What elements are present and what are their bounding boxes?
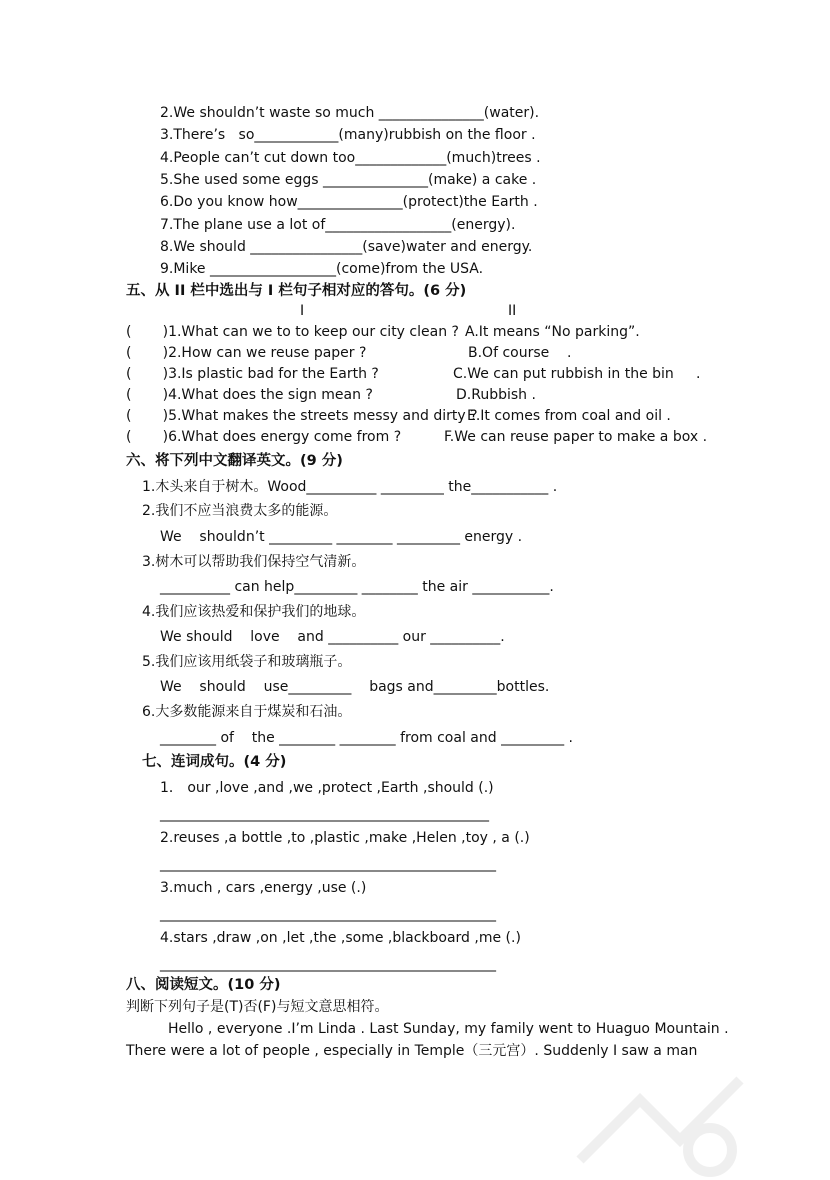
answer-line: _______________________________________________ — [160, 806, 489, 822]
match-answer: A.It means “No parking”. — [465, 324, 640, 340]
match-answer: F.We can reuse paper to make a box . — [444, 429, 708, 445]
section-8-heading: 八、阅读短文。(10 分) — [126, 977, 281, 993]
match-answer: D.Rubbish . — [456, 387, 536, 403]
fill-blank-item: 3.There’s so____________(many)rubbish on the floor . — [160, 127, 536, 143]
translation-item: 3.树木可以帮助我们保持空气清新。 — [142, 554, 366, 570]
word-order-item: 4.stars ,draw ,on ,let ,the ,some ,blackboard ,me (.) — [160, 930, 521, 946]
translation-answer: We should use_________ bags and_________bottles. — [160, 679, 550, 695]
watermark-graphic — [560, 1040, 760, 1180]
answer-line: ________________________________________________ — [160, 956, 496, 972]
answer-line: ________________________________________________ — [160, 856, 496, 872]
translation-item: 2.我们不应当浪费太多的能源。 — [142, 503, 338, 519]
fill-blank-item: 7.The plane use a lot of__________________(energy). — [160, 217, 516, 233]
section-7-heading: 七、连词成句。(4 分) — [142, 754, 287, 770]
answer-line: ________________________________________________ — [160, 906, 496, 922]
translation-item: 4.我们应该热爱和保护我们的地球。 — [142, 604, 366, 620]
translation-item: 5.我们应该用纸袋子和玻璃瓶子。 — [142, 654, 352, 670]
word-order-item: 3.much , cars ,energy ,use (.) — [160, 880, 367, 896]
match-answer: E.It comes from coal and oil . — [467, 408, 671, 424]
translation-answer: We shouldn’t _________ ________ _________ energy . — [160, 529, 523, 545]
match-answer: C.We can put rubbish in the bin . — [453, 366, 701, 382]
match-question: ( )3.Is plastic bad for the Earth ? — [126, 366, 379, 382]
fill-blank-item: 5.She used some eggs _______________(make) a cake . — [160, 172, 537, 188]
section-5-heading: 五、从 II 栏中选出与 I 栏句子相对应的答句。(6 分) — [126, 283, 467, 299]
match-question: ( )4.What does the sign mean ? — [126, 387, 373, 403]
translation-answer: __________ can help_________ ________ the air ___________. — [160, 579, 554, 595]
match-question: ( )6.What does energy come from ? — [126, 429, 402, 445]
match-question: ( )5.What makes the streets messy and dirty ? — [126, 408, 478, 424]
word-order-item: 2.reuses ,a bottle ,to ,plastic ,make ,Helen ,toy , a (.) — [160, 830, 530, 846]
match-question: ( )1.What can we to to keep our city clean ? — [126, 324, 459, 340]
fill-blank-item: 4.People can’t cut down too_____________(much)trees . — [160, 150, 541, 166]
translation-answer: We should love and __________ our __________. — [160, 629, 505, 645]
translation-item: 1.木头来自于树木。Wood__________ _________ the___________ . — [142, 479, 558, 495]
fill-blank-item: 2.We shouldn’t waste so much _______________(water). — [160, 105, 540, 121]
reading-paragraph-line: Hello , everyone .I’m Linda . Last Sunday, my family went to Huaguo Mountain . — [168, 1021, 729, 1037]
fill-blank-item: 6.Do you know how_______________(protect)the Earth . — [160, 194, 538, 210]
section-8-instruction: 判断下列句子是(T)否(F)与短文意思相符。 — [126, 999, 389, 1015]
translation-item: 6.大多数能源来自于煤炭和石油。 — [142, 704, 352, 720]
match-answer: B.Of course . — [468, 345, 572, 361]
fill-blank-item: 8.We should ________________(save)water and energy. — [160, 239, 533, 255]
translation-answer: ________ of the ________ ________ from coal and _________ . — [160, 730, 573, 746]
word-order-item: 1． our ,love ,and ,we ,protect ,Earth ,should (.) — [160, 780, 494, 796]
match-question: ( )2.How can we reuse paper ? — [126, 345, 367, 361]
column-1-label: I — [300, 303, 305, 319]
fill-blank-item: 9.Mike __________________(come)from the USA. — [160, 261, 484, 277]
reading-paragraph-line: There were a lot of people , especially in Temple（三元宫）. Suddenly I saw a man — [126, 1043, 698, 1059]
column-2-label: II — [508, 303, 517, 319]
section-6-heading: 六、将下列中文翻译英文。(9 分) — [126, 453, 343, 469]
